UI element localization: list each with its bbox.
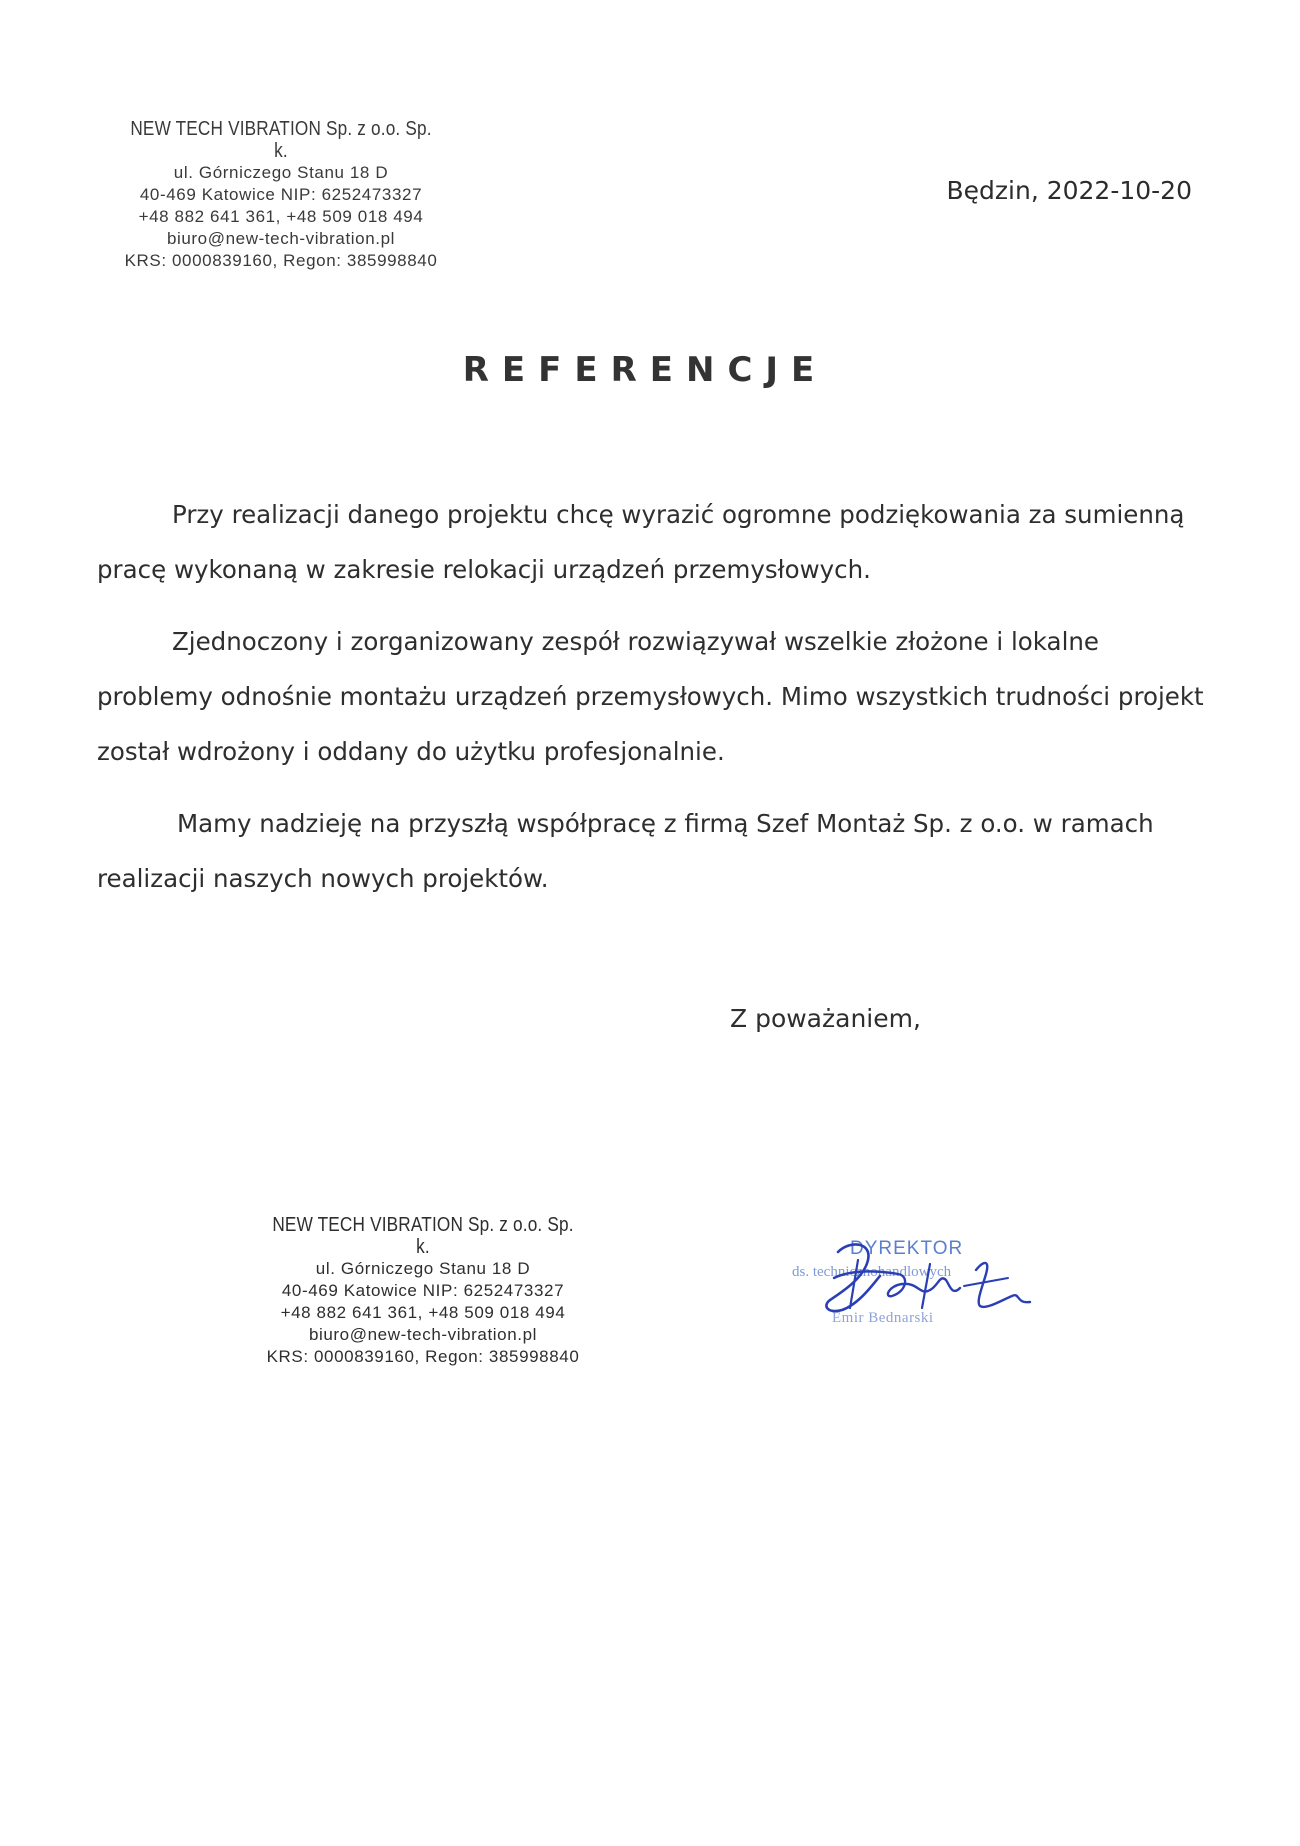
stamp-street: ul. Górniczego Stanu 18 D — [315, 1259, 531, 1278]
stamp-street: ul. Górniczego Stanu 18 D — [173, 163, 389, 182]
stamp-phones: +48 882 641 361, +48 509 018 494 — [138, 207, 424, 226]
letter-body — [97, 487, 1207, 923]
closing-phrase: Z poważaniem, — [730, 1004, 921, 1033]
stamp-city-nip: 40-469 Katowice NIP: 6252473327 — [139, 185, 423, 204]
stamp-phones: +48 882 641 361, +48 509 018 494 — [280, 1303, 566, 1322]
handwritten-signature — [780, 1230, 1050, 1340]
signature-stamp-subtitle: ds. technicznohandlowych — [792, 1264, 952, 1280]
signature-stamp — [780, 1230, 1050, 1340]
stamp-email: biuro@new-tech-vibration.pl — [308, 1325, 538, 1344]
letter-title: REFERENCJE — [462, 350, 828, 390]
paragraph-2: Zjednoczony i zorganizowany zespół rozwiązywał wszelkie złożone i lokalne problemy odnośnie montażu urządzeń przemysłowych. Mimo wszystkich trudności projekt został wdrożony i oddany do użytku profesjonalnie. — [97, 627, 1204, 766]
paragraph-3: Mamy nadzieję na przyszłą współpracę z firmą Szef Montaż Sp. z o.o. w ramach realizacji naszych nowych projektów. — [97, 809, 1154, 893]
signature-stamp-title: DYREKTOR — [850, 1238, 964, 1259]
stamp-company-name: NEW TECH VIBRATION Sp. z o.o. Sp. k. — [272, 1214, 574, 1258]
signature-stamp-name: Emir Bednarski — [832, 1310, 934, 1326]
stamp-registry: KRS: 0000839160, Regon: 385998840 — [266, 1347, 580, 1366]
sender-stamp-top — [96, 118, 466, 272]
sender-stamp-bottom — [238, 1214, 608, 1368]
paragraph-1: Przy realizacji danego projektu chcę wyrazić ogromne podziękowania za sumienną pracę wykonaną w zakresie relokacji urządzeń przemysłowych. — [97, 500, 1185, 584]
stamp-email: biuro@new-tech-vibration.pl — [166, 229, 396, 248]
stamp-registry: KRS: 0000839160, Regon: 385998840 — [124, 251, 438, 270]
stamp-city-nip: 40-469 Katowice NIP: 6252473327 — [281, 1281, 565, 1300]
letter-date: Będzin, 2022-10-20 — [946, 176, 1192, 205]
stamp-company-name: NEW TECH VIBRATION Sp. z o.o. Sp. k. — [130, 118, 432, 162]
